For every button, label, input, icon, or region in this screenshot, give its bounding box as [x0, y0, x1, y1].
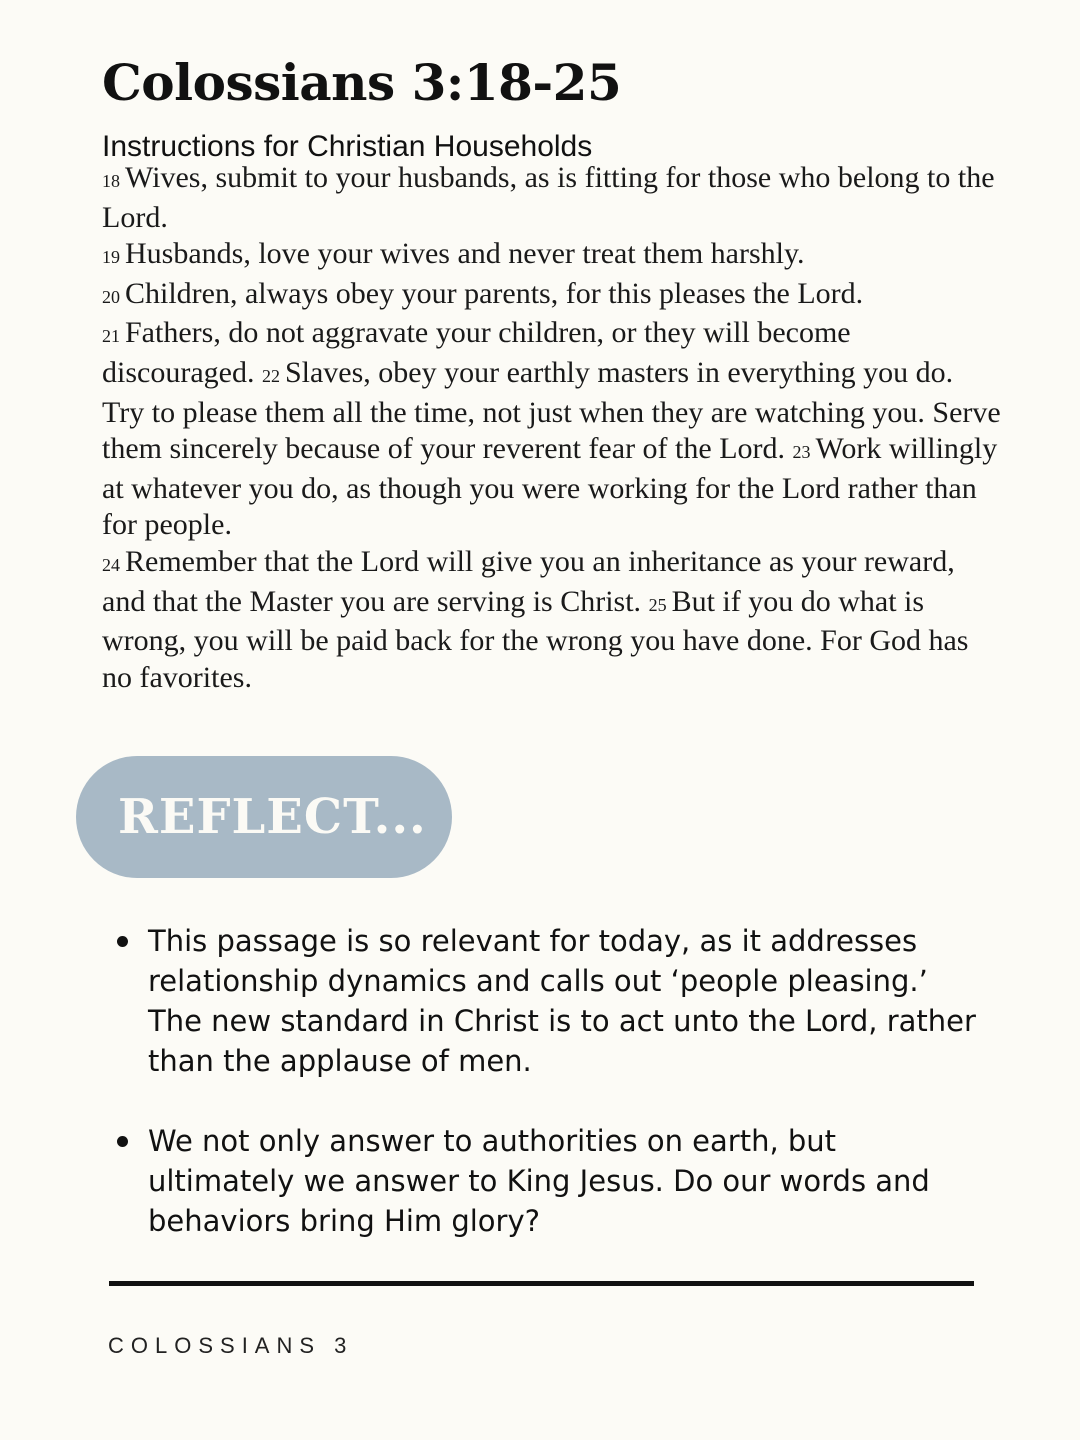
- list-item: [110, 921, 990, 1081]
- verse-text: Children, always obey your parents, for this pleases the Lord.: [125, 276, 864, 310]
- bullet-icon: [117, 936, 128, 947]
- verse-number: 25: [648, 594, 667, 615]
- verse-number: 22: [261, 365, 280, 386]
- verse-text: Fathers, do not aggravate your children, or they will become discouraged.: [102, 316, 851, 389]
- verse-number: 24: [102, 554, 120, 575]
- verse-text: Work willingly at whatever you do, as though you were working for the Lord rather than for people.: [102, 432, 998, 542]
- page-title: Colossians 3:18-25: [102, 53, 622, 112]
- verse-text: Husbands, love your wives and never treat them harshly.: [125, 237, 805, 271]
- verse-text: Remember that the Lord will give you an inheritance as your reward, and that the Master you are serving is Christ.: [102, 544, 955, 618]
- verse-number: 18: [102, 171, 120, 191]
- reflection-text: This passage is so relevant for today, as it addresses relationship dynamics and calls out ‘people pleasing.’ The new standard in Christ is to act unto the Lord, rather than the applause of men.: [148, 924, 976, 1078]
- reflect-badge: [76, 756, 452, 878]
- verse-text: Slaves, obey your earthly masters in everything you do. Try to please them all the time, not just when they are watching you. Serve them sincerely because of your reverent fear of the Lord.: [102, 355, 1001, 466]
- scripture-passage: [102, 160, 1002, 696]
- list-item: [110, 1121, 990, 1241]
- footer-label: COLOSSIANS 3: [108, 1333, 354, 1358]
- bullet-icon: [117, 1136, 128, 1147]
- verse-number: 20: [102, 286, 120, 307]
- verse-number: 21: [102, 326, 120, 347]
- reflection-list: [110, 921, 990, 1281]
- reflect-label: REFLECT...: [118, 789, 427, 845]
- divider: [109, 1281, 974, 1286]
- section-heading: Instructions for Christian Households: [102, 130, 593, 163]
- verse-text: But if you do what is wrong, you will be paid back for the wrong you have done. For God has no favorites.: [102, 584, 969, 694]
- reflection-text: We not only answer to authorities on earth, but ultimately we answer to King Jesus. Do our words and behaviors bring Him glory?: [148, 1124, 930, 1238]
- verse-text: Wives, submit to your husbands, as is fitting for those who belong to the Lord.: [102, 161, 995, 234]
- verse-number: 23: [792, 442, 811, 463]
- verse-number: 19: [102, 247, 120, 268]
